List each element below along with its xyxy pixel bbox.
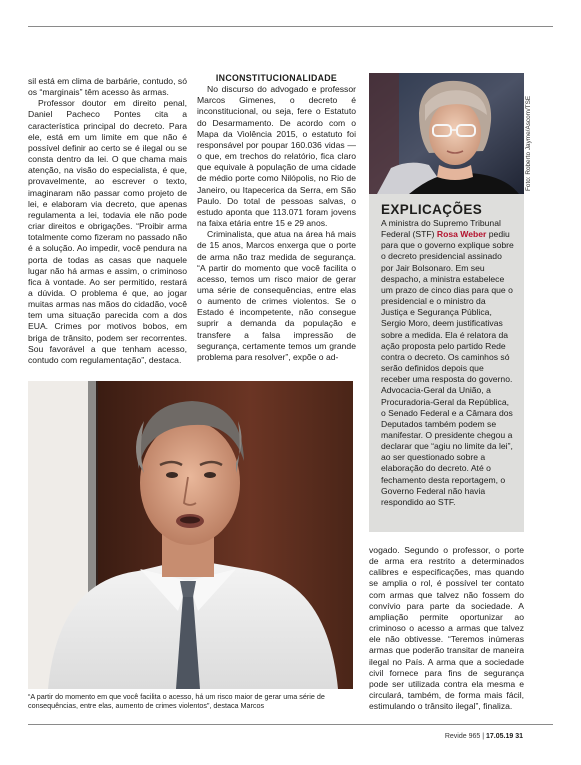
top-rule — [28, 26, 553, 27]
photo-credit: Foto: Roberto Jayme/Ascom/TSE — [525, 95, 532, 191]
page-number: 31 — [515, 733, 523, 740]
article-paragraph: sil está em clima de barbárie, contudo, só os “marginais” têm acesso às armas. — [28, 76, 187, 98]
explicacoes-sidebar — [369, 194, 524, 532]
article-paragraph: No discurso do advogado e professor Marcos Gimenes, o decreto é inconstitucional, ou seja, fere o Estatuto do Desarmamento. De acordo com o Mapa da Violência 2015, o estatuto foi responsável por poupar 160.036 vidas — o que, em trechos do relatório, fica claro que equivale à população de uma cidade de médio porte como Nilópolis, no Rio de Janeiro, ou Itapecerica da Serra, em São Paulo. Do total de pessoas salvas, o estudo aponta que 113.071 foram jovens na faixa etária entre 15 e 29 anos. — [197, 84, 356, 229]
portrait-man-image — [28, 381, 353, 689]
article-column-3 — [369, 545, 524, 712]
sidebar-text: A ministra do Supremo Tribunal Federal (STF) — [381, 218, 501, 240]
sidebar-title: EXPLICAÇÕES — [381, 202, 483, 217]
article-paragraph: Professor doutor em direito penal, Daniel Pacheco Pontes cita a característica principal do decreto. Para ele, está em um limite em que não é possível definir ao certo se é ilegal ou se consta dentro da lei. O que chama mais atenção, na visão do especialista, é que, provavelmente, ao escrever o texto, imaginaram não passar como projeto de lei, e elaboram via decreto, que apenas regulamenta a lei, todavia ele não pode criar direitos e obrigações. “Proibir arma totalmente como fizeram no passado não é a solução. Ao impedir, você pendura na porta de todas as casas que naquele lugar não há armas e assim, o criminoso fica à vontade. Ao ser permitido, restará a dúvida. O problema é que, ao jogar muitas armas nas mãos do cidadão, você tem uma situação parecida com a dos EUA. Crimes por motivos bobos, em briga de trânsito, podem ser recorrentes. Sou favorável a que tenham acesso, contudo com regulamentação”, destaca. — [28, 98, 187, 365]
bottom-rule — [28, 724, 553, 725]
main-photo — [28, 381, 353, 689]
sidebar-highlight-name: Rosa Weber — [436, 229, 487, 240]
photo-caption: “A partir do momento em que você facilita o acesso, há um risco maior de gerar uma série de consequências, entre elas, aumento de crimes violentos”, destaca Marcos — [28, 692, 325, 711]
article-column-2 — [197, 73, 356, 363]
issue-date: 17.05.19 — [486, 733, 514, 740]
article-paragraph: vogado. Segundo o professor, o porte de arma era restrito a determinados calibres e especificações, mas quando se amplia o rol, é possível ter contato com armas que talvez não fossem do convívio para parte da sociedade. A ampliação permite oportunizar ao criminoso o acesso a armas que talvez ele não obtivesse. “Teremos inúmeras armas que poderão transitar de maneira ilegal no País. A arma que a sociedade civil fornece para fins de segurança pode ser utilizada contra ela mesma e circulará, também, de forma mais fácil, estimulando o trânsito ilegal”, finaliza. — [369, 545, 524, 712]
article-paragraph: Criminalista, que atua na área há mais de 15 anos, Marcos enxerga que o porte de arma não traz medida de segurança. “A partir do momento que você facilita o acesso, temos um risco maior de gerar uma série de consequências, entre elas o aumento de crimes violentos. Se o Estado é incompetente, não consegue suprir a demanda da população e transfere a falsa impressão de segurança, certamente temos um grande problema para resolver”, expõe o ad- — [197, 229, 356, 362]
magazine-name: Revide 965 — [444, 733, 481, 740]
section-subhead: INCONSTITUCIONALIDADE — [215, 73, 338, 83]
sidebar-photo — [369, 73, 524, 194]
page-folio: Revide 965 | 17.05.19 31 — [444, 733, 523, 740]
sidebar-text: pediu para que o governo explique sobre o decreto presidencial assinado por Jair Bolsonaro. Em seu despacho, a ministra estabelece um prazo de cinco dias para que o presidencial e o ministro da Justiça e Segurança Pública, Sergio Moro, deem justificativas sobre a medida. Ela é relatora da ação proposta pelo partido Rede contra o decreto. Os caminhos só serão definidos depois que receber uma resposta do governo. Advocacia-Geral da União, a Procuradoria-Geral da República, o Senado Federal e a Câmara dos Deputados também podem se manifestar. O presidente chegou a declarar que “agiu no limite da lei”, ao ser questionado sobre a elaboração do decreto. Até o fechamento desta reportagem, o Governo Federal não havia respondido ao STF. — [381, 229, 514, 507]
portrait-woman-image — [369, 73, 524, 194]
article-column-1 — [28, 76, 187, 366]
